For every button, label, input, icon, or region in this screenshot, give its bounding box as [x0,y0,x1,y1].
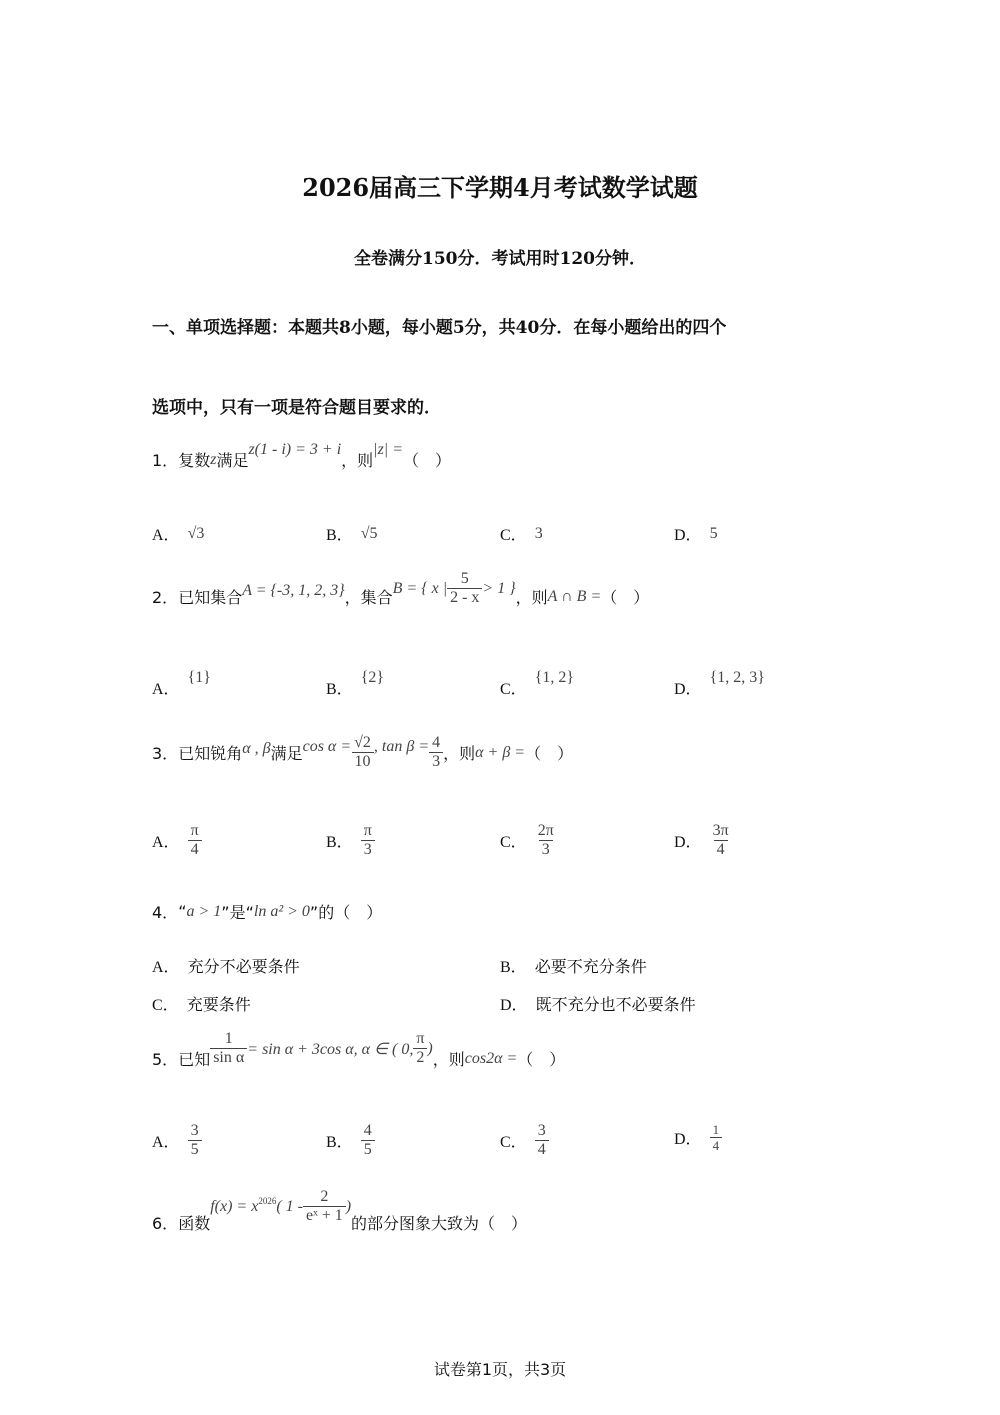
question-number: 3． [152,744,179,763]
answer-paren: ”的（ ） [309,903,383,922]
q1-option-a: A． √3 [152,524,205,544]
answer-paren: （ ） [517,1050,566,1069]
math-expression: ( 1 - [276,1197,303,1215]
question-text: 满足 [216,451,249,470]
math-var: z [210,450,217,468]
question-text: 复数 [178,451,211,470]
question-6 [152,1188,528,1233]
q5-option-c: C． $\frac{3}{4}$ [500,1122,549,1159]
math-fraction: $\frac{4}{3}$ [429,734,443,771]
math-expression: A ∩ B = [547,587,602,605]
math-superscript: 2026 [258,1195,277,1206]
question-text: 已知 [178,1050,211,1069]
math-fraction: $\frac{\pi}{2}$ [413,1030,427,1067]
q4-option-d: D． 既不充分也不必要条件 [500,995,696,1014]
answer-paren: （ ） [403,451,452,470]
question-text: ，则 [515,588,548,607]
question-1 [152,440,452,471]
question-number: 6． [152,1214,179,1233]
question-text: ，集合 [344,588,393,607]
q5-option-a: A． $\frac{3}{5}$ [152,1122,202,1159]
question-5 [152,1030,565,1067]
q1-option-c: C． 3 [500,524,543,544]
question-number: 2． [152,588,179,607]
q3-option-c: C． $\frac{2\pi}{3}$ [500,822,554,858]
q2-option-b: B． {2} [326,668,385,698]
page-title: 2026届高三下学期4月考试数学试题 [302,173,698,202]
question-text: 的部分图象大致为（ ） [351,1214,528,1233]
q4-option-c: C． 充要条件 [152,995,251,1014]
quote-open: “ [178,902,187,921]
math-expression: cos2α = [464,1049,518,1067]
math-expression: = sin α + 3cos α, α ∈ ( 0, [247,1040,414,1058]
q1-option-b: B． √5 [326,524,378,544]
math-expression: α , β [242,739,271,757]
question-text: 已知锐角 [178,744,243,763]
math-expression: > 1 } [482,579,516,597]
question-text: ，则 [443,744,476,763]
math-expression: ) [345,1197,352,1215]
math-expression: A = {-3, 1, 2, 3} [242,581,345,599]
q2-option-d: D． {1, 2, 3} [674,668,765,698]
question-number: 5． [152,1050,179,1069]
q1-option-d: D． 5 [674,524,718,544]
math-expression: , tan β = [373,737,430,755]
question-text: ，则 [341,451,374,470]
q5-option-d: D． $\frac{1}{4}$ [674,1122,722,1153]
answer-paren: （ ） [525,744,574,763]
q4-option-a: A． 充分不必要条件 [152,957,300,976]
math-expression: |z| = [373,440,403,458]
q3-option-d: D． $\frac{3\pi}{4}$ [674,822,729,858]
math-expression: cos α = [302,737,352,755]
math-expression: ln a² > 0 [253,902,310,920]
math-fraction: $\frac{√2}{10}$ [351,734,374,771]
question-3 [152,734,573,771]
math-expression: z(1 - i) = 3 + i [248,440,342,458]
question-text: ，则 [432,1050,465,1069]
math-expression: α + β = [475,743,526,761]
q3-option-a: A． $\frac{\pi}{4}$ [152,822,202,859]
q3-option-b: B． $\frac{\pi}{3}$ [326,822,375,859]
math-fraction: $\frac{5}{2 - x}$ [447,570,482,607]
question-number: 1． [152,451,179,470]
q5-option-b: B． $\frac{4}{5}$ [326,1122,375,1159]
math-fraction: $\frac{1}{\text{sin α}}$ [210,1030,247,1067]
question-2 [152,570,650,615]
math-expression: f(x) = x [210,1197,259,1215]
question-4 [152,900,382,923]
q4-option-b: B． 必要不充分条件 [500,957,647,976]
question-text: ”是“ [221,903,254,922]
answer-paren: （ ） [601,588,650,607]
question-number: 4． [152,903,179,922]
section-heading-line2: 选项中，只有一项是符合题目要求的． [152,398,441,418]
math-fraction: $\frac{2}{\text{eˣ + 1}}$ [303,1188,346,1225]
page-footer: 试卷第1页，共3页 [433,1360,567,1379]
math-expression: ) [427,1039,433,1057]
q2-option-a: A． {1} [152,668,211,698]
math-expression: a > 1 [186,902,222,920]
math-expression: B = { x | [392,579,448,597]
page-subtitle: 全卷满分150分．考试用时120分钟． [354,249,646,269]
section-heading-line1: 一、单项选择题：本题共8小题，每小题5分，共40分．在每小题给出的四个 [152,318,727,338]
question-text: 函数 [178,1214,211,1233]
question-text: 已知集合 [178,588,243,607]
q2-option-c: C． {1, 2} [500,668,575,698]
question-text: 满足 [270,744,303,763]
